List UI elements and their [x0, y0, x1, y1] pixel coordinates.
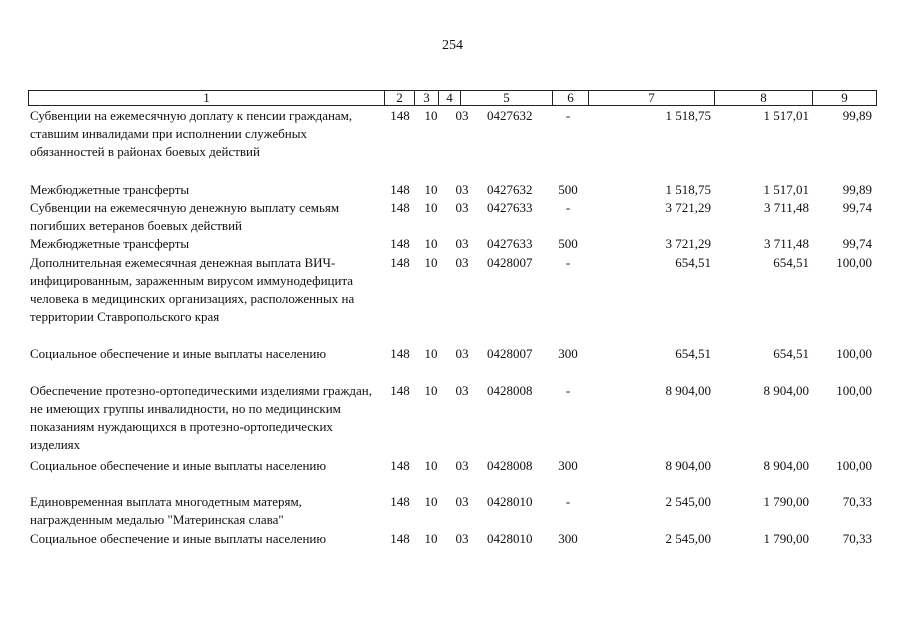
- row-c6: 300: [558, 458, 578, 473]
- row-c8: 8 904,00: [763, 383, 809, 398]
- row-c7: 654,51: [675, 346, 711, 361]
- header-col-1: 1: [29, 91, 385, 105]
- row-c2: 148: [390, 255, 410, 270]
- row-c8: 654,51: [773, 346, 809, 361]
- row-c9: 100,00: [836, 255, 872, 270]
- row-c9: 99,89: [842, 182, 872, 197]
- row-c3: 10: [424, 182, 438, 197]
- row-c6: -: [565, 200, 571, 215]
- row-c4: 03: [455, 236, 469, 251]
- row-c8: 3 711,48: [763, 200, 809, 215]
- row-c2: 148: [390, 494, 410, 509]
- row-c3: 10: [424, 531, 438, 546]
- row-c9: 99,74: [842, 236, 872, 251]
- row-c3: 10: [424, 458, 438, 473]
- table-header: [28, 90, 877, 106]
- row-c7: 3 721,29: [665, 236, 711, 251]
- row-c5: 0427632: [487, 182, 533, 197]
- row-c4: 03: [455, 383, 469, 398]
- page-number: 254: [442, 38, 463, 53]
- row-c7: 2 545,00: [665, 531, 711, 546]
- row-name: Обеспечение протезно-ортопедическими изделиями граждан, не имеющих группы инвалидности, но по медицинским показаниям нуждающихся в протезно-ортопедических изделиях: [30, 383, 373, 452]
- row-name: Субвенции на ежемесячную доплату к пенсии гражданам, ставшим инвалидами при исполнении служебных обязанностей в районах боевых действий: [30, 108, 353, 159]
- row-c9: 70,33: [842, 531, 872, 546]
- row-name: Социальное обеспечение и иные выплаты населению: [30, 458, 327, 473]
- row-c2: 148: [390, 383, 410, 398]
- row-c9: 70,33: [842, 494, 872, 509]
- row-c8: 1 517,01: [763, 108, 809, 123]
- header-col-9: 9: [841, 90, 848, 105]
- row-c6: -: [565, 494, 571, 509]
- row-c5: 0428008: [487, 458, 533, 473]
- row-c9: 99,89: [842, 108, 872, 123]
- row-c6: 500: [558, 182, 578, 197]
- row-c2: 148: [390, 200, 410, 215]
- row-c3: 10: [424, 236, 438, 251]
- row-c4: 03: [455, 255, 469, 270]
- row-c4: 03: [455, 108, 469, 123]
- row-name: Социальное обеспечение и иные выплаты населению: [30, 531, 327, 546]
- row-c5: 0428008: [487, 383, 533, 398]
- row-c7: 1 518,75: [665, 108, 711, 123]
- header-col-8: 8: [715, 91, 813, 105]
- row-c3: 10: [424, 383, 438, 398]
- row-c6: 500: [558, 236, 578, 251]
- row-c7: 1 518,75: [665, 182, 711, 197]
- header-col-6: 6: [553, 91, 589, 105]
- row-c2: 148: [390, 182, 410, 197]
- row-name: Межбюджетные трансферты: [30, 182, 190, 197]
- row-name: Единовременная выплата многодетным матерям, награжденным медалью "Материнская слава": [30, 494, 302, 527]
- row-c8: 3 711,48: [763, 236, 809, 251]
- row-c3: 10: [424, 346, 438, 361]
- row-c7: 3 721,29: [665, 200, 711, 215]
- row-c4: 03: [455, 494, 469, 509]
- row-c4: 03: [455, 346, 469, 361]
- header-col-4: 4: [439, 91, 461, 105]
- row-name: Социальное обеспечение и иные выплаты населению: [30, 346, 327, 361]
- row-c8: 8 904,00: [763, 458, 809, 473]
- row-c8: 1 517,01: [763, 182, 809, 197]
- row-name: Межбюджетные трансферты: [30, 236, 190, 251]
- row-c2: 148: [390, 531, 410, 546]
- row-c8: 654,51: [773, 255, 809, 270]
- row-c5: 0427633: [487, 236, 533, 251]
- row-c4: 03: [455, 182, 469, 197]
- header-col-3: 3: [415, 91, 439, 105]
- row-c5: 0428007: [487, 255, 533, 270]
- row-c6: -: [565, 255, 571, 270]
- row-c7: 8 904,00: [665, 383, 711, 398]
- header-col-2: 2: [385, 91, 415, 105]
- row-c6: 300: [558, 531, 578, 546]
- row-c5: 0427632: [487, 108, 533, 123]
- row-c9: 100,00: [836, 383, 872, 398]
- row-c4: 03: [455, 200, 469, 215]
- row-c3: 10: [424, 108, 438, 123]
- row-c3: 10: [424, 200, 438, 215]
- row-c3: 10: [424, 255, 438, 270]
- row-c2: 148: [390, 458, 410, 473]
- row-c3: 10: [424, 494, 438, 509]
- row-c6: 300: [558, 346, 578, 361]
- row-c7: 8 904,00: [665, 458, 711, 473]
- row-c9: 100,00: [836, 346, 872, 361]
- row-c2: 148: [390, 108, 410, 123]
- row-c7: 2 545,00: [665, 494, 711, 509]
- row-c4: 03: [455, 458, 469, 473]
- row-c5: 0428007: [487, 346, 533, 361]
- row-c6: -: [565, 108, 571, 123]
- row-c8: 1 790,00: [763, 531, 809, 546]
- header-col-5: 5: [461, 91, 553, 105]
- row-c2: 148: [390, 236, 410, 251]
- row-c5: 0428010: [487, 494, 533, 509]
- row-name: Дополнительная ежемесячная денежная выплата ВИЧ-инфицированным, зараженным вирусом иммунодефицита человека в медицинских организациях, расположенных на территории Ставропольского края: [30, 255, 355, 324]
- row-name: Субвенции на ежемесячную денежную выплату семьям погибших ветеранов боевых действий: [30, 200, 340, 233]
- row-c4: 03: [455, 531, 469, 546]
- row-c7: 654,51: [675, 255, 711, 270]
- row-c6: -: [565, 383, 571, 398]
- header-col-7: 7: [589, 91, 715, 105]
- row-c2: 148: [390, 346, 410, 361]
- row-c5: 0427633: [487, 200, 533, 215]
- row-c9: 100,00: [836, 458, 872, 473]
- row-c5: 0428010: [487, 531, 533, 546]
- row-c8: 1 790,00: [763, 494, 809, 509]
- row-c9: 99,74: [842, 200, 872, 215]
